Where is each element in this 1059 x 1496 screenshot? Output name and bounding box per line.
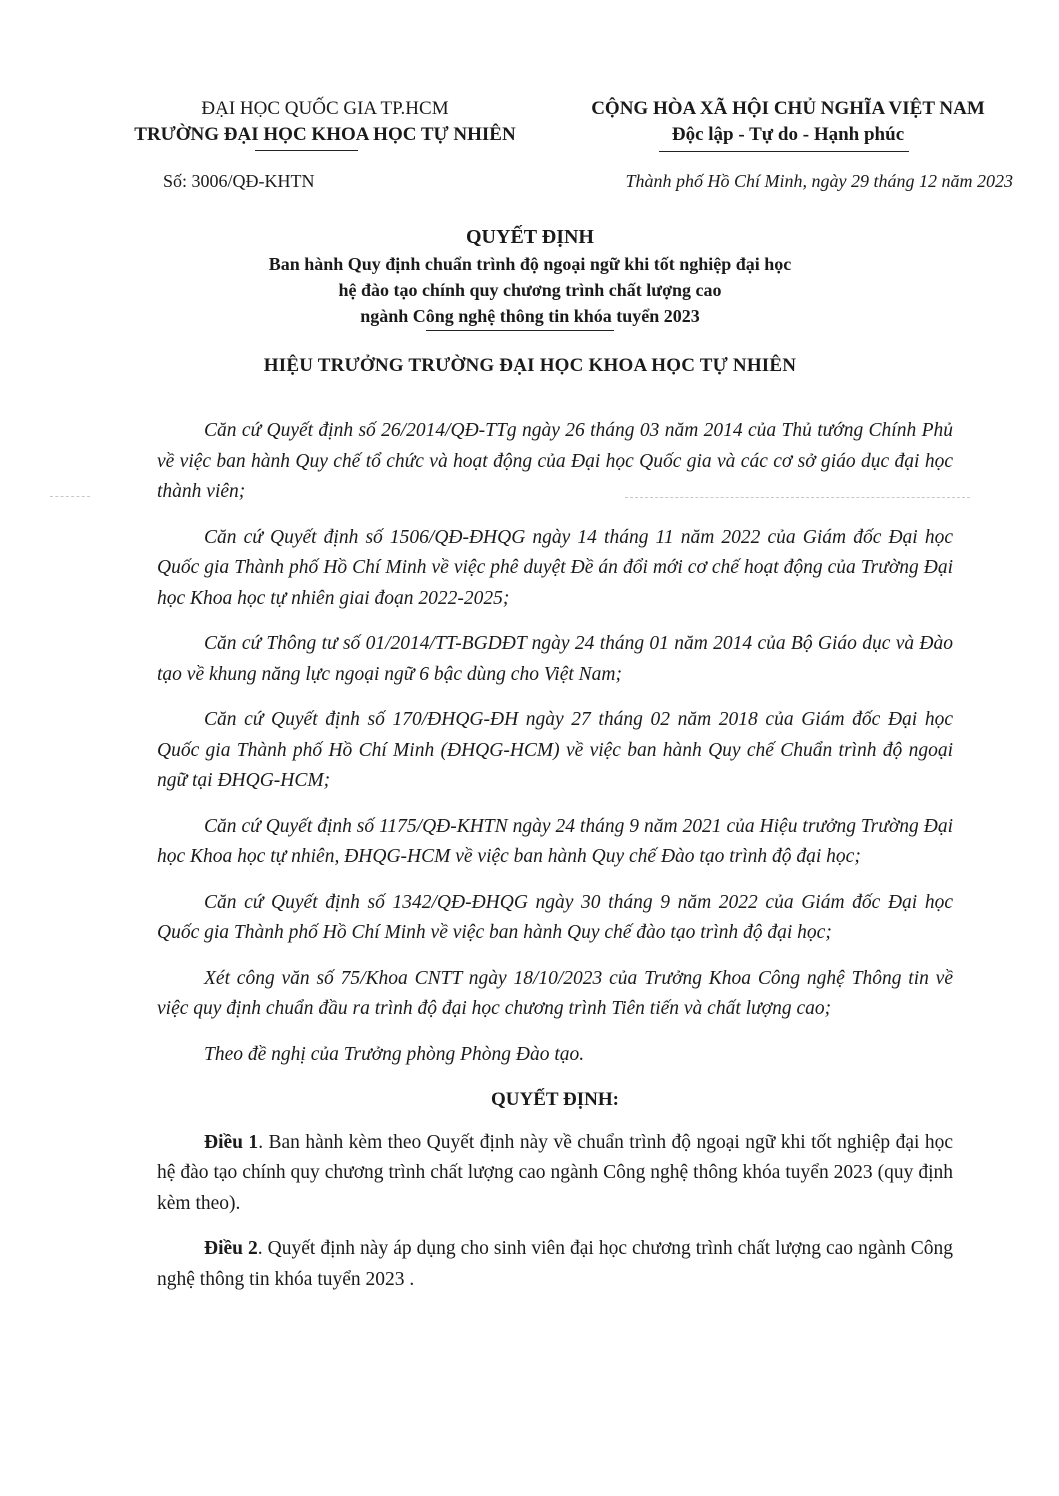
basis-paragraph: Căn cứ Thông tư số 01/2014/TT-BGDĐT ngày 24 tháng 01 năm 2014 của Bộ Giáo dục và Đào tạo về khung năng lực ngoại ngữ 6 bậc dùng cho Việt Nam; xyxy=(157,633,953,685)
basis-paragraph: Căn cứ Quyết định số 170/ĐHQG-ĐH ngày 27 tháng 02 năm 2018 của Giám đốc Đại học Quốc gia Thành phố Hồ Chí Minh (ĐHQG-HCM) về việc ban hành Quy chế Chuẩn trình độ ngoại ngữ tại ĐHQG-HCM; xyxy=(157,709,953,791)
document-body xyxy=(157,416,953,1310)
parent-organization: ĐẠI HỌC QUỐC GIA TP.HCM xyxy=(201,98,449,119)
basis-paragraph: Xét công văn số 75/Khoa CNTT ngày 18/10/2023 của Trưởng Khoa Công nghệ Thông tin về việc quy định chuẩn đầu ra trình độ đại học chương trình Tiên tiến và chất lượng cao; xyxy=(157,967,953,1019)
title-line-3: ngành Công nghệ thông tin khóa tuyển 2023 xyxy=(360,306,700,326)
motto-underline xyxy=(659,151,909,152)
article-2-text: . Quyết định này áp dụng cho sinh viên đại học chương trình chất lượng cao ngành Công nghệ thông tin khóa tuyển 2023 . xyxy=(157,1238,953,1290)
motto-line: Độc lập - Tự do - Hạnh phúc xyxy=(671,124,905,145)
article-1-label: Điều 1 xyxy=(204,1131,259,1153)
title-main: QUYẾT ĐỊNH xyxy=(466,226,594,248)
decision-heading: QUYẾT ĐỊNH: xyxy=(491,1089,619,1110)
article-2 xyxy=(157,1234,953,1295)
article-2-label: Điều 2 xyxy=(204,1238,258,1259)
basis-paragraph: Căn cứ Quyết định số 1342/QĐ-ĐHQG ngày 30 tháng 9 năm 2022 của Giám đốc Đại học Quốc gia Thành phố Hồ Chí Minh về việc ban hành Quy chế đào tạo trình độ đại học; xyxy=(157,891,953,943)
title-line-1: Ban hành Quy định chuẩn trình độ ngoại ngữ khi tốt nghiệp đại học xyxy=(268,254,792,274)
issuer-underline xyxy=(255,150,358,151)
article-1 xyxy=(157,1128,953,1220)
document-number: Số: 3006/QĐ-KHTN xyxy=(163,171,315,191)
article-1-text: . Ban hành kèm theo Quyết định này về chuẩn trình độ ngoại ngữ khi tốt nghiệp đại học hệ đào tạo chính quy chương trình chất lượng cao ngành Công nghệ thông khóa tuyển 2023 (quy định kèm theo). xyxy=(157,1131,953,1214)
country-name: CỘNG HÒA XÃ HỘI CHỦ NGHĨA VIỆT NAM xyxy=(591,98,985,119)
issuing-authority xyxy=(105,96,545,148)
title-underline xyxy=(426,330,614,331)
document-date: Thành phố Hồ Chí Minh, ngày 29 tháng 12 năm 2023 xyxy=(625,171,1013,191)
issuing-school: TRƯỜNG ĐẠI HỌC KHOA HỌC TỰ NHIÊN xyxy=(134,124,516,145)
basis-paragraph: Căn cứ Quyết định số 26/2014/QĐ-TTg ngày 26 tháng 03 năm 2014 của Thủ tướng Chính Phủ về việc ban hành Quy chế tổ chức và hoạt động của Đại học Quốc gia và các cơ sở giáo dục đại học thành viên; xyxy=(157,420,953,502)
national-motto xyxy=(548,96,1028,148)
title-line-2: hệ đào tạo chính quy chương trình chất lượng cao xyxy=(338,280,722,300)
basis-paragraph: Căn cứ Quyết định số 1175/QĐ-KHTN ngày 24 tháng 9 năm 2021 của Hiệu trưởng Trường Đại học Khoa học tự nhiên, ĐHQG-HCM về việc ban hành Quy chế Đào tạo trình độ đại học; xyxy=(157,815,953,867)
basis-paragraph: Căn cứ Quyết định số 1506/QĐ-ĐHQG ngày 14 tháng 11 năm 2022 của Giám đốc Đại học Quốc gia Thành phố Hồ Chí Minh về việc phê duyệt Đề án đổi mới cơ chế hoạt động của Trường Đại học Khoa học tự nhiên giai đoạn 2022-2025; xyxy=(157,526,953,609)
document-title xyxy=(130,223,930,329)
basis-paragraph: Theo đề nghị của Trưởng phòng Phòng Đào tạo. xyxy=(204,1043,585,1065)
rector-heading: HIỆU TRƯỞNG TRƯỜNG ĐẠI HỌC KHOA HỌC TỰ NHIÊN xyxy=(263,355,797,376)
scan-mark-left xyxy=(50,496,90,497)
